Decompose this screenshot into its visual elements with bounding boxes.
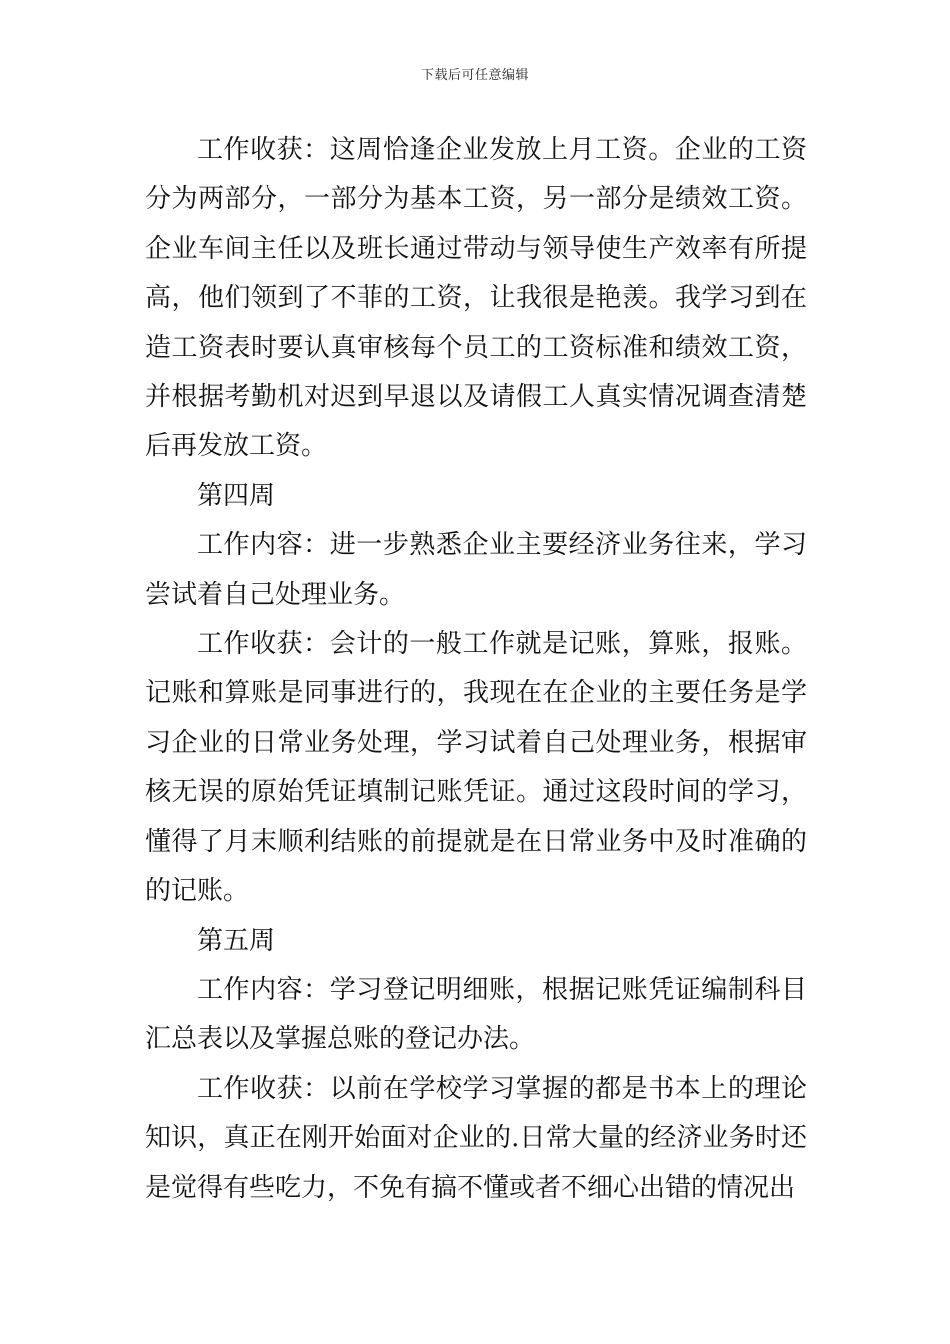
heading-week5: 第五周 xyxy=(197,925,276,956)
heading-week4: 第四周 xyxy=(197,480,276,511)
paragraph-week5-content: 工作内容：学习登记明细账，根据记账凭证编制科目汇总表以及掌握总账的登记办法。 xyxy=(145,974,807,1055)
paragraph-week3-gains: 工作收获：这周恰逢企业发放上月工资。企业的工资分为两部分，一部分为基本工资，另一部分是绩效工资。企业车间主任以及班长通过带动与领导使生产效率有所提高，他们领到了不菲的工资，让我很是艳羡。我学习到在造工资表时要认真审核每个员工的工资标准和绩效工资，并根据考勤机对迟到早退以及请假工人真实情况调查清楚后再发放工资。 xyxy=(145,135,807,462)
paragraph-week4-content: 工作内容：进一步熟悉企业主要经济业务往来，学习尝试着自己处理业务。 xyxy=(145,530,807,610)
paragraph-week4-gains: 工作收获：会计的一般工作就是记账，算账，报账。记账和算账是同事进行的，我现在在企业的主要任务是学习企业的日常业务处理，学习试着自己处理业务，根据审核无误的原始凭证填制记账凭证。通过这段时间的学习，懂得了月末顺利结账的前提就是在日常业务中及时准确的的记账。 xyxy=(145,629,807,907)
document-body xyxy=(145,126,807,1213)
paragraph-week5-gains: 工作收获：以前在学校学习掌握的都是书本上的理论知识，真正在刚开始面对企业的.日常大量的经济业务时还是觉得有些吃力，不免有搞不懂或者不细心出错的情况出 xyxy=(145,1073,807,1203)
page-header-note: 下载后可任意编辑 xyxy=(420,68,529,83)
